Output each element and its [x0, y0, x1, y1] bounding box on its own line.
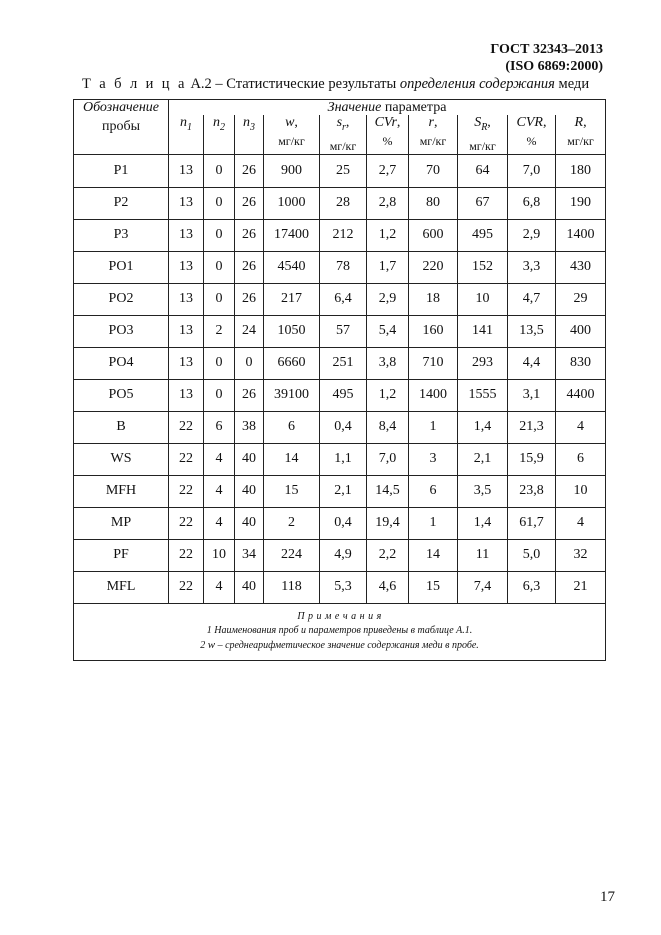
value-cell: 22 — [169, 571, 204, 603]
value-cell: 2,9 — [367, 283, 409, 315]
value-cell: 1,2 — [367, 379, 409, 411]
value-cell: 1,1 — [320, 443, 367, 475]
column-symbol: R — [574, 115, 584, 130]
column-unit: мг/кг — [329, 138, 357, 153]
value-cell: 4540 — [264, 251, 320, 283]
value-cell: 1,2 — [367, 219, 409, 251]
value-cell: 40 — [235, 475, 264, 507]
note-2-symbol: w — [207, 639, 216, 652]
value-cell: 1400 — [409, 379, 458, 411]
value-cell: 1,4 — [458, 411, 508, 443]
value-cell: 152 — [458, 251, 508, 283]
value-cell: 26 — [235, 251, 264, 283]
sample-name-cell: PO3 — [74, 315, 169, 347]
column-header — [169, 115, 204, 154]
sample-name-cell: PO5 — [74, 379, 169, 411]
table-notes — [74, 603, 606, 660]
value-cell: 400 — [556, 315, 606, 347]
column-symbol: s — [336, 115, 343, 130]
value-cell: 0 — [204, 187, 235, 219]
column-header — [204, 115, 235, 154]
sample-name-cell: MP — [74, 507, 169, 539]
value-cell: 5,3 — [320, 571, 367, 603]
value-cell: 14 — [409, 539, 458, 571]
notes-title: П р и м е ч а н и я — [297, 611, 382, 623]
value-cell: 13 — [169, 379, 204, 411]
column-symbol: S — [474, 115, 482, 130]
value-cell: 2 — [204, 315, 235, 347]
value-cell: 0 — [204, 219, 235, 251]
value-cell: 3,3 — [508, 251, 556, 283]
value-cell: 23,8 — [508, 475, 556, 507]
table-row — [74, 154, 606, 187]
value-cell: 26 — [235, 219, 264, 251]
sample-name-cell: PO4 — [74, 347, 169, 379]
value-cell: 8,4 — [367, 411, 409, 443]
value-cell: 26 — [235, 283, 264, 315]
note-1: 1 Наименования проб и параметров приведены в таблице А.1. — [206, 625, 473, 637]
value-cell: 430 — [556, 251, 606, 283]
column-unit: мг/кг — [469, 138, 496, 153]
value-cell: 2,2 — [367, 539, 409, 571]
table-row — [74, 219, 606, 251]
column-header — [235, 115, 264, 154]
value-cell: 830 — [556, 347, 606, 379]
value-cell: 4 — [204, 571, 235, 603]
value-cell: 190 — [556, 187, 606, 219]
value-cell: 2,7 — [367, 154, 409, 187]
value-cell: 1,4 — [458, 507, 508, 539]
caption-label: Т а б л и ц а — [82, 76, 187, 92]
value-cell: 4 — [556, 507, 606, 539]
sample-name-cell: P3 — [74, 219, 169, 251]
value-cell: 495 — [320, 379, 367, 411]
value-cell: 7,4 — [458, 571, 508, 603]
sample-name-cell: PO1 — [74, 251, 169, 283]
value-cell: 40 — [235, 443, 264, 475]
table-row — [74, 283, 606, 315]
column-unit: % — [526, 134, 537, 148]
value-cell: 13 — [169, 283, 204, 315]
value-cell: 70 — [409, 154, 458, 187]
value-cell: 4400 — [556, 379, 606, 411]
value-cell: 67 — [458, 187, 508, 219]
value-cell: 0 — [204, 283, 235, 315]
value-cell: 26 — [235, 154, 264, 187]
value-cell: 26 — [235, 187, 264, 219]
value-cell: 40 — [235, 507, 264, 539]
sample-name-cell: MFH — [74, 475, 169, 507]
value-cell: 13 — [169, 154, 204, 187]
table-row — [74, 571, 606, 603]
sample-name-cell: WS — [74, 443, 169, 475]
value-cell: 6 — [264, 411, 320, 443]
designation-top: Обозначение — [82, 100, 160, 115]
value-cell: 22 — [169, 475, 204, 507]
sample-name-cell: P2 — [74, 187, 169, 219]
value-cell: 21,3 — [508, 411, 556, 443]
value-cell: 293 — [458, 347, 508, 379]
table-row — [74, 315, 606, 347]
table-row — [74, 411, 606, 443]
value-cell: 160 — [409, 315, 458, 347]
note-2-number: 2 — [200, 640, 208, 652]
value-cell: 2,1 — [458, 443, 508, 475]
value-cell: 2,9 — [508, 219, 556, 251]
value-cell: 4 — [556, 411, 606, 443]
value-cell: 2,1 — [320, 475, 367, 507]
value-cell: 251 — [320, 347, 367, 379]
value-cell: 6,3 — [508, 571, 556, 603]
value-cell: 0 — [204, 347, 235, 379]
value-cell: 118 — [264, 571, 320, 603]
value-cell: 3 — [409, 443, 458, 475]
value-cell: 22 — [169, 539, 204, 571]
value-cell: 2,8 — [367, 187, 409, 219]
column-subscript: R — [481, 121, 488, 133]
column-symbol: n — [180, 115, 187, 130]
caption-tail: меди — [554, 76, 590, 92]
table-row — [74, 187, 606, 219]
value-cell: 34 — [235, 539, 264, 571]
value-cell: 1 — [409, 507, 458, 539]
column-symbol: w — [285, 115, 295, 130]
table-row — [74, 251, 606, 283]
value-cell: 13 — [169, 251, 204, 283]
value-cell: 14,5 — [367, 475, 409, 507]
parameter-header — [169, 100, 606, 116]
table-row — [74, 443, 606, 475]
designation-header — [74, 100, 169, 155]
value-cell: 1400 — [556, 219, 606, 251]
column-symbol: CVr — [374, 115, 397, 130]
value-cell: 224 — [264, 539, 320, 571]
page-number: 17 — [600, 889, 615, 905]
sample-name-cell: PF — [74, 539, 169, 571]
table-row — [74, 347, 606, 379]
column-symbol: r — [428, 115, 434, 130]
table-caption — [82, 76, 589, 93]
value-cell: 10 — [556, 475, 606, 507]
value-cell: 0 — [235, 347, 264, 379]
value-cell: 217 — [264, 283, 320, 315]
designation-bottom: пробы — [101, 119, 141, 134]
value-cell: 6 — [409, 475, 458, 507]
column-subscript: 1 — [187, 121, 192, 133]
value-cell: 28 — [320, 187, 367, 219]
column-unit: % — [382, 134, 393, 148]
value-cell: 13,5 — [508, 315, 556, 347]
value-cell: 1,7 — [367, 251, 409, 283]
parameter-rest: параметра — [381, 100, 447, 115]
caption-text: А.2 – Статистические результаты — [186, 76, 400, 92]
value-cell: 1 — [409, 411, 458, 443]
value-cell: 21 — [556, 571, 606, 603]
value-cell: 141 — [458, 315, 508, 347]
value-cell: 10 — [458, 283, 508, 315]
value-cell: 25 — [320, 154, 367, 187]
value-cell: 6 — [556, 443, 606, 475]
value-cell: 15 — [409, 571, 458, 603]
value-cell: 212 — [320, 219, 367, 251]
value-cell: 6 — [204, 411, 235, 443]
value-cell: 22 — [169, 443, 204, 475]
value-cell: 495 — [458, 219, 508, 251]
value-cell: 39100 — [264, 379, 320, 411]
value-cell: 4 — [204, 443, 235, 475]
column-unit: мг/кг — [567, 134, 594, 148]
value-cell: 6,8 — [508, 187, 556, 219]
value-cell: 4,7 — [508, 283, 556, 315]
value-cell: 61,7 — [508, 507, 556, 539]
value-cell: 6660 — [264, 347, 320, 379]
column-unit: мг/кг — [278, 134, 305, 148]
table-row — [74, 539, 606, 571]
value-cell: 5,0 — [508, 539, 556, 571]
value-cell: 13 — [169, 187, 204, 219]
value-cell: 4,6 — [367, 571, 409, 603]
value-cell: 220 — [409, 251, 458, 283]
value-cell: 11 — [458, 539, 508, 571]
value-cell: 600 — [409, 219, 458, 251]
value-cell: 13 — [169, 347, 204, 379]
value-cell: 18 — [409, 283, 458, 315]
value-cell: 3,1 — [508, 379, 556, 411]
column-subscript: 2 — [220, 121, 225, 133]
value-cell: 2 — [264, 507, 320, 539]
standard-number: ГОСТ 32343–2013 — [490, 42, 603, 57]
table-body — [74, 154, 606, 603]
value-cell: 0 — [204, 379, 235, 411]
value-cell: 710 — [409, 347, 458, 379]
value-cell: 10 — [204, 539, 235, 571]
column-subscript: r — [342, 121, 346, 133]
table-row — [74, 475, 606, 507]
value-cell: 180 — [556, 154, 606, 187]
column-header: CVr, % — [367, 115, 409, 154]
results-table — [73, 99, 606, 661]
value-cell: 900 — [264, 154, 320, 187]
column-header: CVR, % — [508, 115, 556, 154]
value-cell: 4,9 — [320, 539, 367, 571]
value-cell: 40 — [235, 571, 264, 603]
note-2-text: – среднеарифметическое значение содержания меди в пробе. — [215, 640, 479, 652]
value-cell: 13 — [169, 315, 204, 347]
value-cell: 4 — [204, 507, 235, 539]
column-symbol: n — [243, 115, 250, 130]
iso-reference: (ISO 6869:2000) — [505, 59, 603, 74]
value-cell: 57 — [320, 315, 367, 347]
column-header: $s_r$, мг/кг — [320, 115, 367, 154]
value-cell: 5,4 — [367, 315, 409, 347]
value-cell: 13 — [169, 219, 204, 251]
column-header: w, мг/кг — [264, 115, 320, 154]
parameter-italic: Значение — [327, 100, 382, 115]
table-row — [74, 507, 606, 539]
value-cell: 1050 — [264, 315, 320, 347]
column-header: R, мг/кг — [556, 115, 606, 154]
value-cell: 7,0 — [367, 443, 409, 475]
value-cell: 22 — [169, 507, 204, 539]
column-symbol: CVR — [516, 115, 543, 130]
value-cell: 78 — [320, 251, 367, 283]
value-cell: 4 — [204, 475, 235, 507]
value-cell: 15,9 — [508, 443, 556, 475]
column-symbol: n — [213, 115, 220, 130]
column-unit: мг/кг — [419, 134, 447, 148]
column-header: r, мг/кг — [409, 115, 458, 154]
value-cell: 26 — [235, 379, 264, 411]
value-cell: 80 — [409, 187, 458, 219]
value-cell: 14 — [264, 443, 320, 475]
value-cell: 64 — [458, 154, 508, 187]
sample-name-cell: PO2 — [74, 283, 169, 315]
sample-name-cell: B — [74, 411, 169, 443]
value-cell: 38 — [235, 411, 264, 443]
value-cell: 4,4 — [508, 347, 556, 379]
sample-name-cell: P1 — [74, 154, 169, 187]
value-cell: 32 — [556, 539, 606, 571]
value-cell: 3,8 — [367, 347, 409, 379]
value-cell: 3,5 — [458, 475, 508, 507]
value-cell: 0 — [204, 154, 235, 187]
value-cell: 22 — [169, 411, 204, 443]
value-cell: 19,4 — [367, 507, 409, 539]
value-cell: 0,4 — [320, 411, 367, 443]
value-cell: 6,4 — [320, 283, 367, 315]
value-cell: 15 — [264, 475, 320, 507]
value-cell: 17400 — [264, 219, 320, 251]
caption-italic: определения содержания — [399, 76, 555, 92]
value-cell: 1555 — [458, 379, 508, 411]
value-cell: 7,0 — [508, 154, 556, 187]
value-cell: 24 — [235, 315, 264, 347]
value-cell: 0,4 — [320, 507, 367, 539]
sample-name-cell: MFL — [74, 571, 169, 603]
value-cell: 29 — [556, 283, 606, 315]
note-2 — [74, 638, 605, 653]
column-header: $S_R$, мг/кг — [458, 115, 508, 154]
value-cell: 0 — [204, 251, 235, 283]
table-row — [74, 379, 606, 411]
value-cell: 1000 — [264, 187, 320, 219]
column-subscript: 3 — [250, 121, 255, 133]
